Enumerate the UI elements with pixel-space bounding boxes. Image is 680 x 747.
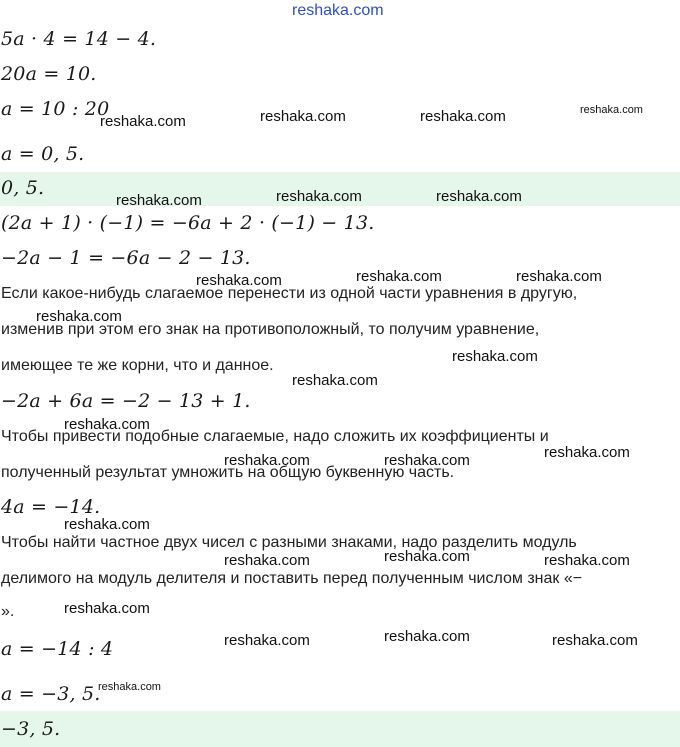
answer-band-2: [0, 711, 680, 747]
answer-value: −3, 5.: [1, 718, 61, 740]
equation-line: a = 0, 5.: [1, 143, 85, 165]
watermark: reshaka.com: [100, 113, 186, 130]
rule-text: Чтобы привести подобные слагаемые, надо сложить их коэффициенты и: [1, 428, 549, 445]
watermark: reshaka.com: [516, 268, 602, 285]
watermark: reshaka.com: [452, 348, 538, 365]
rule-text: имеющее те же корни, что и данное.: [1, 357, 274, 374]
equation-line: −2a − 1 = −6a − 2 − 13.: [1, 247, 251, 269]
watermark: reshaka.com: [292, 372, 378, 389]
watermark: reshaka.com: [384, 548, 470, 565]
watermark: reshaka.com: [420, 108, 506, 125]
rule-text: Если какое-нибудь слагаемое перенести из одной части уравнения в другую,: [1, 285, 578, 302]
watermark: reshaka.com: [544, 444, 630, 461]
watermark: reshaka.com: [224, 552, 310, 569]
watermark: reshaka.com: [224, 452, 310, 469]
equation-line: (2a + 1) · (−1) = −6a + 2 · (−1) − 13.: [1, 212, 375, 234]
equation-line: 5a · 4 = 14 − 4.: [1, 28, 157, 50]
watermark: reshaka.com: [384, 628, 470, 645]
watermark: reshaka.com: [384, 452, 470, 469]
equation-line: a = 10 : 20: [1, 98, 110, 120]
equation-line: 20a = 10.: [1, 63, 97, 85]
equation-line: a = −3, 5.: [1, 683, 101, 705]
site-link[interactable]: reshaka.com: [292, 2, 384, 19]
watermark: reshaka.com: [580, 104, 643, 116]
equation-line: a = −14 : 4: [1, 638, 114, 660]
watermark: reshaka.com: [544, 552, 630, 569]
watermark: reshaka.com: [98, 681, 161, 693]
answer-value: 0, 5.: [1, 177, 45, 199]
rule-text: полученный результат умножить на общую буквенную часть.: [1, 464, 455, 481]
watermark: reshaka.com: [552, 632, 638, 649]
equation-line: 4a = −14.: [1, 496, 101, 518]
watermark: reshaka.com: [356, 268, 442, 285]
equation-line: −2a + 6a = −2 − 13 + 1.: [1, 390, 251, 412]
rule-text: ».: [1, 603, 15, 620]
watermark: reshaka.com: [64, 516, 150, 533]
watermark: reshaka.com: [224, 632, 310, 649]
rule-text: делимого на модуль делителя и поставить перед полученным числом знак «−: [1, 570, 583, 587]
watermark: reshaka.com: [260, 108, 346, 125]
watermark: reshaka.com: [64, 600, 150, 617]
watermark: reshaka.com: [36, 308, 122, 325]
rule-text: Чтобы найти частное двух чисел с разными знаками, надо разделить модуль: [1, 534, 577, 551]
watermark: reshaka.com: [276, 188, 362, 205]
watermark: reshaka.com: [196, 272, 282, 289]
watermark: reshaka.com: [436, 188, 522, 205]
watermark: reshaka.com: [116, 192, 202, 209]
watermark: reshaka.com: [64, 416, 150, 433]
rule-text: изменив при этом его знак на противоположный, то получим уравнение,: [1, 321, 540, 338]
